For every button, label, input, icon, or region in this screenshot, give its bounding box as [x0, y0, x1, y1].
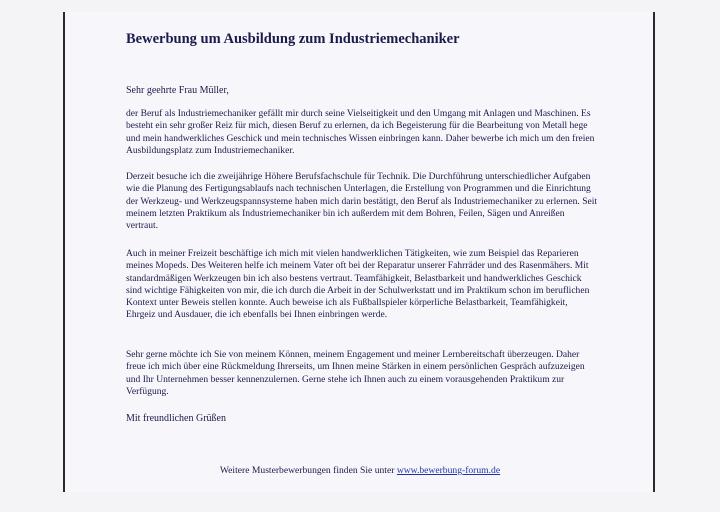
footer-note [0, 465, 720, 477]
paragraph-motivation: der Beruf als Industriemechaniker gefällt mir durch seine Vielseitigkeit und den Umgang mit Anlagen und Maschinen. Es besteht ein sehr großer Reiz für mich, diesen Beruf zu erlernen, da ich Begeisterung für die Bearbeitung von Metall hege und mein handwerkliches Geschick und mein technisches Wissen einbringen kann. Daher bewerbe ich mich um den freien Ausbildungsplatz zum Industriemechaniker. [126, 108, 595, 156]
letter-header [126, 30, 606, 48]
footer-text: Weitere Musterbewerbungen finden Sie unter [219, 465, 397, 476]
footer-link[interactable]: www.bewerbung-forum.de [396, 465, 501, 476]
right-margin-rule [653, 12, 655, 492]
left-margin-rule [63, 12, 65, 492]
letter-title: Bewerbung um Ausbildung zum Industriemechaniker [126, 31, 460, 47]
paragraph-closing-request: Sehr gerne möchte ich Sie von meinem Können, meinem Engagement und meiner Lernbereitschaft überzeugen. Daher freue ich mich über eine Rückmeldung Ihrerseits, um Ihnen meine Stärken in einem persönlichen Gespräch aufzuzeigen und Ihr Unternehmen besser kennenzulernen. Gerne stehe ich Ihnen auch zu einem vorausgehenden Praktikum zur Verfügung. [126, 349, 585, 397]
paragraph-education: Derzeit besuche ich die zweijährige Höhere Berufsfachschule für Technik. Die Durchführung unterschiedlicher Aufgaben wie die Planung des Fertigungsablaufs nach technischen Unterlagen, die Erstellung von Programmen und die Einrichtung der Werkzeug- und Werkzeugspannsysteme haben mich darin bestätigt, den Beruf als Industriemechaniker zu erlernen. Seit meinem letzten Praktikum als Industriemechaniker bin ich außerdem mit dem Bohren, Feilen, Sägen und Anreißen vertraut. [126, 171, 598, 232]
closing-greeting: Mit freundlichen Grüßen [126, 413, 226, 424]
paragraph-skills: Auch in meiner Freizeit beschäftige ich mich mit vielen handwerklichen Tätigkeiten, wie zum Beispiel das Reparieren meines Mopeds. Des Weiteren helfe ich meinem Vater oft bei der Reparatur unserer Fahrräder und des Rasenmähers. Mit standardmäßigen Werkzeugen bin ich also bestens vertraut. Teamfähigkeit, Belastbarkeit und handwerkliches Geschick sind wichtige Fähigkeiten von mir, die ich durch die Arbeit in der Schulwerkstatt und im Praktikum schon im beruflichen Kontext unter Beweis stellen konnte. Auch beweise ich als Fußballspieler körperliche Belastbarkeit, Teamfähigkeit, Ehrgeiz und Ausdauer, die ich ebenfalls bei Ihnen einbringen werde. [126, 248, 590, 321]
salutation: Sehr geehrte Frau Müller, [126, 85, 229, 96]
